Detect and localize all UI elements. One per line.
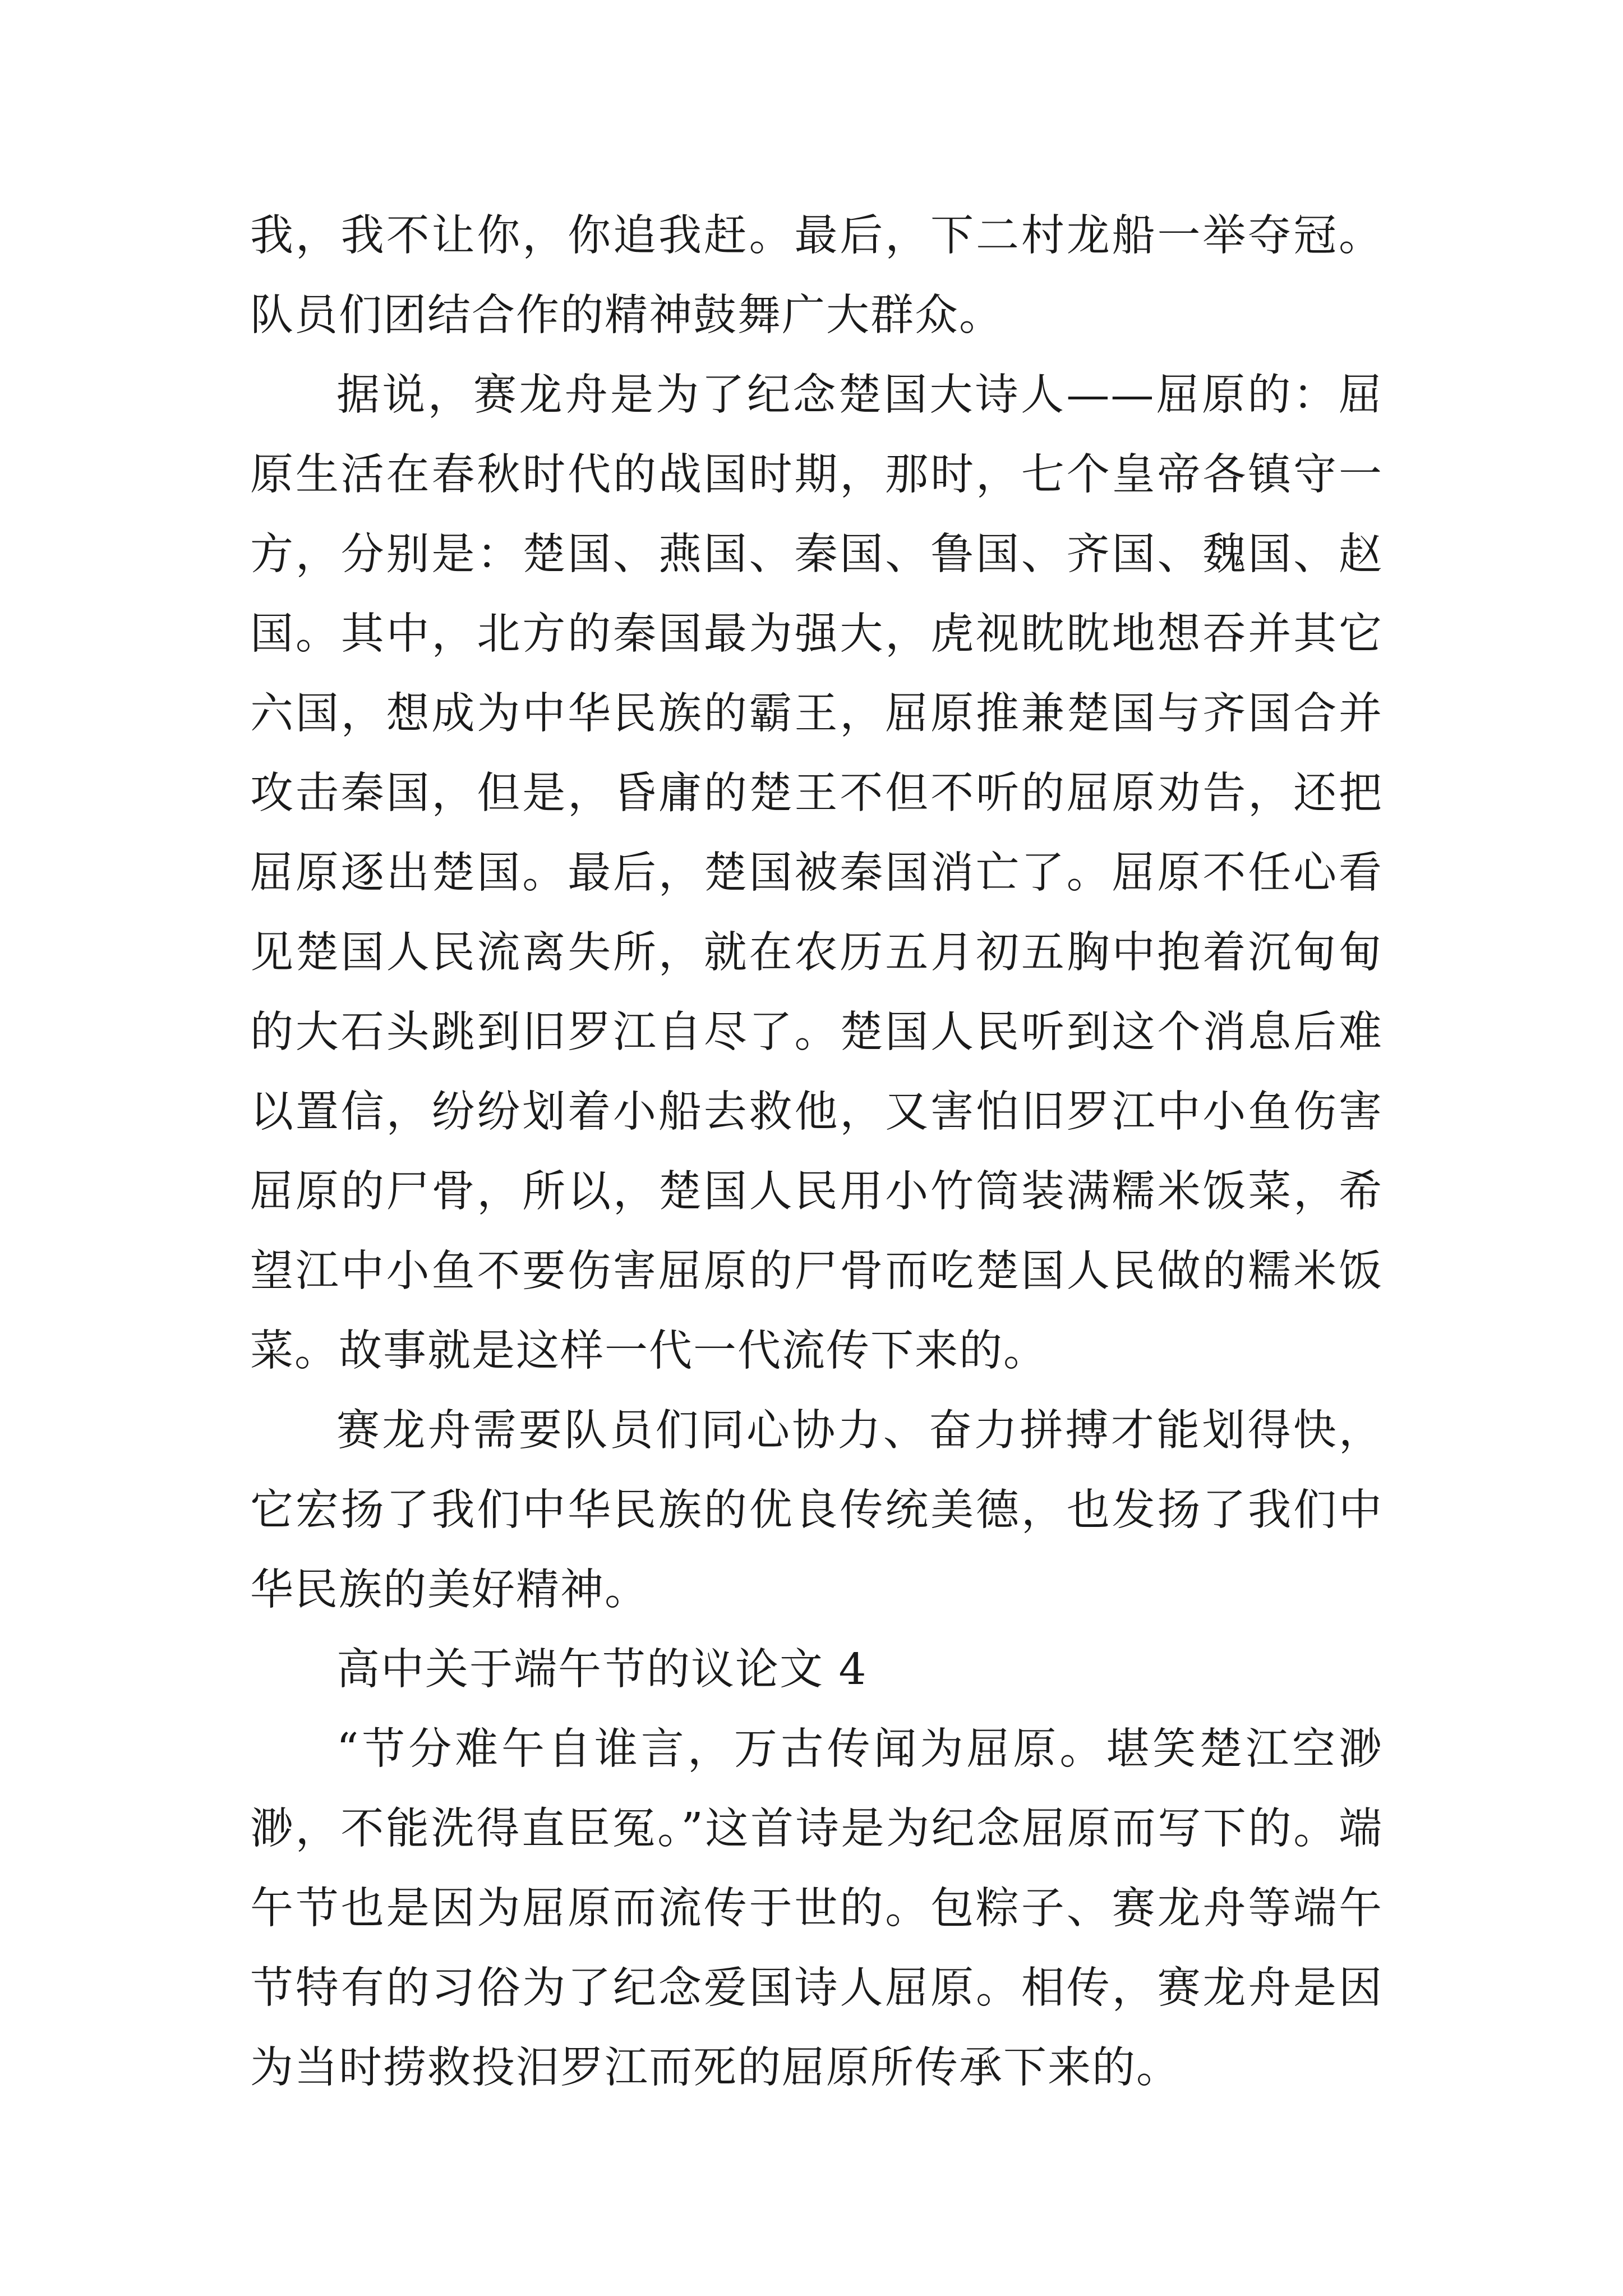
paragraph-continuation: 我，我不让你，你追我赶。最后，下二村龙船一举夺冠。队员们团结合作的精神鼓舞广大群众。 [250,211,1383,341]
paragraph-dragon-boat-spirit: 赛龙舟需要队员们同心协力、奋力拼搏才能划得快，它宏扬了我们中华民族的优良传统美德，也发扬了我们中华民族的美好精神。 [250,1406,1383,1615]
paragraph-poem-intro: “节分难午自谁言，万古传闻为屈原。堪笑楚江空渺渺，不能洗得直臣冤。”这首诗是为纪念屈原而写下的。端午节也是因为屈原而流传于世的。包粽子、赛龙舟等端午节特有的习俗为了纪念爱国诗人屈原。相传，赛龙舟是因为当时捞救投汨罗江而死的屈原所传承下来的。 [250,1724,1383,2093]
paragraph-dragon-boat-legend: 据说，赛龙舟是为了纪念楚国大诗人——屈原的：屈原生活在春秋时代的战国时期，那时，七个皇帝各镇守一方，分别是：楚国、燕国、秦国、鲁国、齐国、魏国、赵国。其中，北方的秦国最为强大，虎视眈眈地想吞并其它六国，想成为中华民族的霸王，屈原推兼楚国与齐国合并攻击秦国，但是，昏庸的楚王不但不听的屈原劝告，还把屈原逐出楚国。最后，楚国被秦国消亡了。屈原不任心看见楚国人民流离失所，就在农历五月初五胸中抱着沉甸甸的大石头跳到旧罗江自尽了。楚国人民听到这个消息后难以置信，纷纷划着小船去救他，又害怕旧罗江中小鱼伤害屈原的尸骨，所以，楚国人民用小竹筒装满糯米饭菜，希望江中小鱼不要伤害屈原的尸骨而吃楚国人民做的糯米饭菜。故事就是这样一代一代流传下来的。 [250,370,1383,1376]
section-heading: 高中关于端午节的议论文 4 [336,1645,868,1695]
document-body [250,196,1383,2108]
